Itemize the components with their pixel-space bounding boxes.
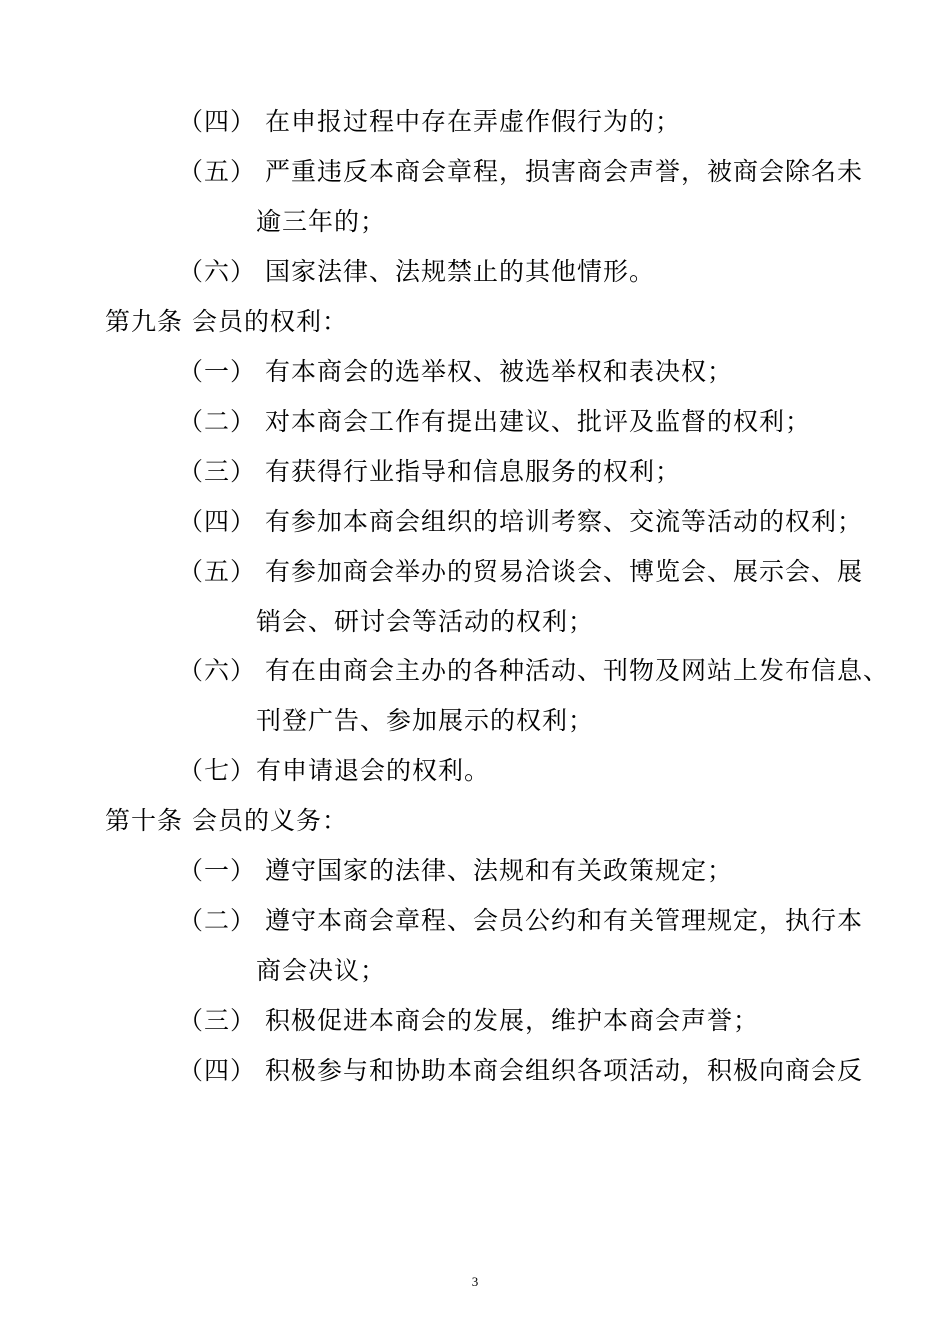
text-line: （四） 积极参与和协助本商会组织各项活动，积极向商会反 — [178, 1056, 863, 1085]
text-line: （七）有申请退会的权利。 — [178, 756, 491, 785]
text-line: （五） 有参加商会举办的贸易洽谈会、博览会、展示会、展 — [178, 557, 863, 586]
article-heading: 第十条 会员的义务： — [105, 806, 348, 835]
article-heading: 第九条 会员的权利： — [105, 307, 348, 336]
text-line: （四） 在申报过程中存在弄虚作假行为的； — [178, 107, 681, 136]
text-line: 刊登广告、参加展示的权利； — [256, 706, 595, 735]
text-line: （二） 遵守本商会章程、会员公约和有关管理规定，执行本 — [178, 906, 863, 935]
text-line: （五） 严重违反本商会章程，损害商会声誉，被商会除名未 — [178, 157, 863, 186]
text-line: （二） 对本商会工作有提出建议、批评及监督的权利； — [178, 407, 811, 436]
page-number: 3 — [471, 1274, 479, 1289]
text-line: （三） 积极促进本商会的发展，维护本商会声誉； — [178, 1006, 759, 1035]
text-line: 销会、研讨会等活动的权利； — [256, 607, 595, 636]
text-line: 商会决议； — [256, 956, 387, 985]
text-line: （四） 有参加本商会组织的培训考察、交流等活动的权利； — [178, 507, 863, 536]
text-line: （三） 有获得行业指导和信息服务的权利； — [178, 457, 681, 486]
text-line: （六） 国家法律、法规禁止的其他情形。 — [178, 257, 655, 286]
text-line: （一） 有本商会的选举权、被选举权和表决权； — [178, 357, 733, 386]
text-line: 逾三年的； — [256, 207, 387, 236]
text-line: （六） 有在由商会主办的各种活动、刊物及网站上发布信息、 — [178, 656, 889, 685]
text-line: （一） 遵守国家的法律、法规和有关政策规定； — [178, 856, 733, 885]
